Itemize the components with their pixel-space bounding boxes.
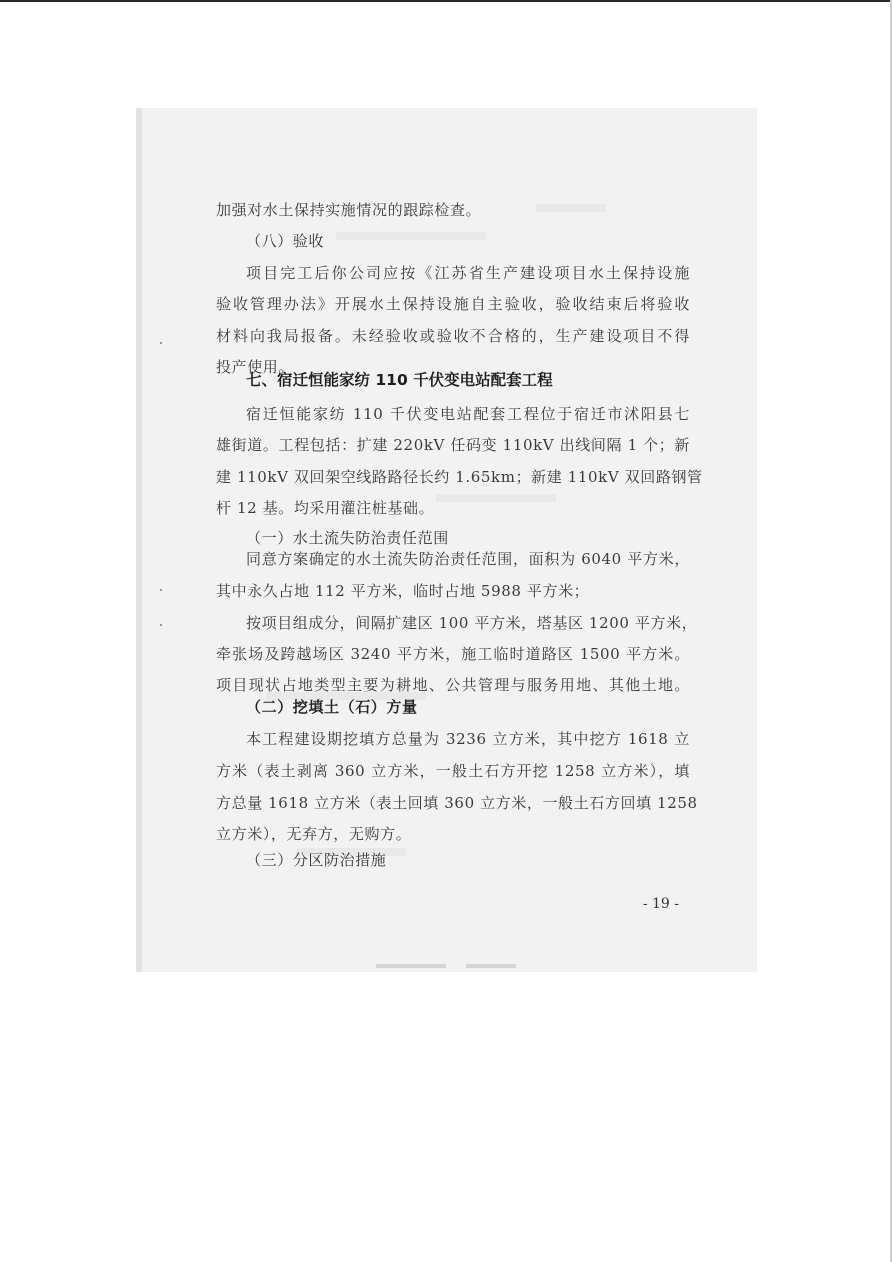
top-border [0,0,892,2]
section-heading-acceptance: （八）验收 [246,232,325,250]
body-line: 雄街道。工程包括：扩建 220kV 任码变 110kV 出线间隔 1 个；新 [216,436,690,454]
body-line: 宿迁恒能家纺 110 千伏变电站配套工程位于宿迁市沭阳县七 [246,405,690,423]
body-line: 项目完工后你公司应按《江苏省生产建设项目水土保持设施 [246,264,690,282]
scan-speck [160,589,162,591]
body-line: 投产使用。 [216,358,295,376]
body-line: 材料向我局报备。未经验收或验收不合格的，生产建设项目不得 [216,327,690,345]
body-line: 杆 12 基。均采用灌注桩基础。 [216,499,435,517]
body-line: 牵张场及跨越场区 3240 平方米，施工临时道路区 1500 平方米。 [216,645,690,663]
body-line: 验收管理办法》开展水土保持设施自主验收，验收结束后将验收 [216,295,690,313]
section-heading-measures: （三）分区防治措施 [246,851,387,869]
body-line: 同意方案确定的水土流失防治责任范围，面积为 6040 平方米， [246,550,690,568]
scan-speck [160,342,162,344]
scan-edge-mark [466,964,516,968]
body-line: 项目现状占地类型主要为耕地、公共管理与服务用地、其他土地。 [216,676,690,694]
body-line: 立方米），无弃方，无购方。 [216,825,412,843]
bleed-through-mark [336,232,486,240]
section-heading-earthwork: （二）挖填土（石）方量 [246,698,418,716]
section-heading-responsibility: （一）水土流失防治责任范围 [246,529,449,547]
body-line: 方米（表土剥离 360 立方米，一般土石方开挖 1258 立方米），填 [216,762,690,780]
page-number: - 19 - [642,896,679,912]
body-line: 按项目组成分，间隔扩建区 100 平方米，塔基区 1200 平方米， [246,614,698,632]
body-line: 其中永久占地 112 平方米，临时占地 5988 平方米； [216,582,590,600]
body-line: 方总量 1618 立方米（表土回填 360 立方米，一般土石方回填 1258 [216,794,698,812]
scan-speck [160,624,162,626]
body-line: 本工程建设期挖填方总量为 3236 立方米，其中挖方 1618 立 [246,730,690,748]
scan-edge-mark [376,964,446,968]
project-heading: 七、宿迁恒能家纺 110 千伏变电站配套工程 [246,371,553,389]
scanned-page [136,108,757,972]
body-line: 加强对水土保持实施情况的跟踪检查。 [216,201,482,219]
body-line: 建 110kV 双回架空线路路径长约 1.65km；新建 110kV 双回路钢管 [216,468,703,486]
